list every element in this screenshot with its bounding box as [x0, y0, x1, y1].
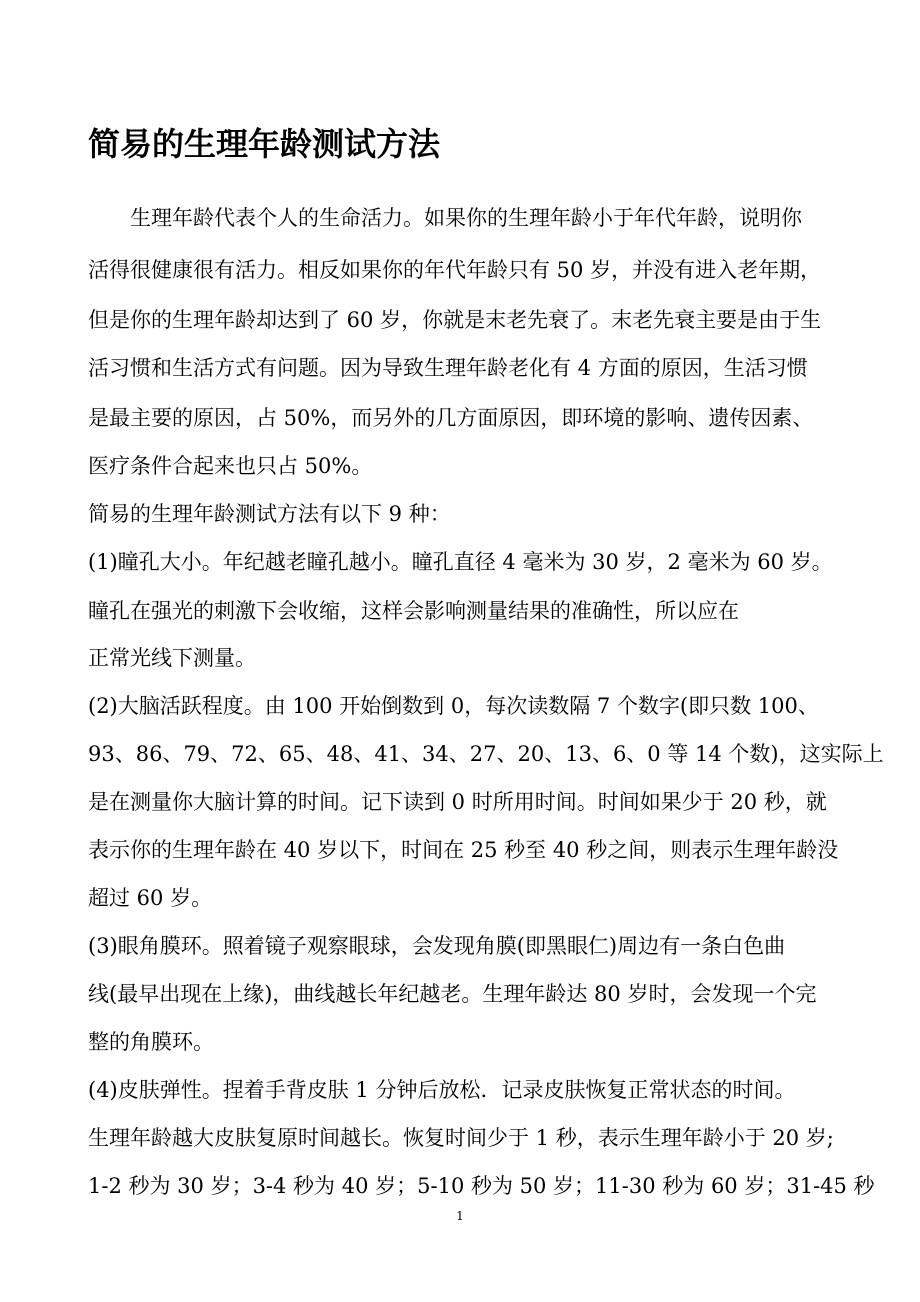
paragraph-line: 是最主要的原因，占 50%，而另外的几方面原因，即环境的影响、遗传因素、: [88, 406, 814, 430]
item-4-line: 生理年龄越大皮肤复原时间越长。恢复时间少于 1 秒，表示生理年龄小于 20 岁;: [88, 1126, 834, 1150]
item-3-line: 线(最早出现在上缘)，曲线越长年纪越老。生理年龄达 80 岁时，会发现一个完: [88, 982, 817, 1006]
item-2-line: (2)大脑活跃程度。由 100 开始倒数到 0，每次读数隔 7 个数字(即只数 100、: [88, 694, 819, 718]
item-1-line: 正常光线下测量。: [88, 646, 256, 670]
paragraph-line: 医疗条件合起来也只占 50%。: [88, 454, 373, 478]
page-number: 1: [456, 1209, 464, 1223]
item-3-line: 整的角膜环。: [88, 1030, 214, 1054]
item-4-line: 1-2 秒为 30 岁；3-4 秒为 40 岁；5-10 秒为 50 岁；11-30 秒为 60 岁；31-45 秒: [88, 1174, 875, 1198]
item-2-line: 是在测量你大脑计算的时间。记下读到 0 时所用时间。时间如果少于 20 秒，就: [88, 790, 827, 814]
paragraph-line: 活习惯和生活方式有问题。因为导致生理年龄老化有 4 方面的原因，生活习惯: [88, 356, 808, 380]
paragraph-line: 活得很健康很有活力。相反如果你的年代年龄只有 50 岁，并没有进入老年期，: [88, 258, 822, 282]
item-1-line: (1)瞳孔大小。年纪越老瞳孔越小。瞳孔直径 4 毫米为 30 岁，2 毫米为 60 岁。: [88, 550, 833, 574]
item-2-line: 93、86、79、72、65、48、41、34、27、20、13、6、0 等 14 个数)，这实际上: [88, 742, 884, 766]
paragraph-line: 但是你的生理年龄却达到了 60 岁，你就是末老先衰了。末老先衰主要是由于生: [88, 308, 822, 332]
item-2-line: 表示你的生理年龄在 40 岁以下，时间在 25 秒至 40 秒之间，则表示生理年龄没: [88, 838, 839, 862]
intro-line: 简易的生理年龄测试方法有以下 9 种：: [88, 502, 451, 526]
item-4-line: (4)皮肤弹性。捏着手背皮肤 1 分钟后放松．记录皮肤恢复正常状态的时间。: [88, 1078, 796, 1102]
item-3-line: (3)眼角膜环。照着镜子观察眼球，会发现角膜(即黑眼仁)周边有一条白色曲: [88, 934, 786, 958]
item-1-line: 瞳孔在强光的刺激下会收缩，这样会影响测量结果的准确性，所以应在: [88, 599, 739, 623]
paragraph-line: 生理年龄代表个人的生命活力。如果你的生理年龄小于年代年龄，说明你: [88, 206, 802, 230]
item-2-line: 超过 60 岁。: [88, 886, 213, 910]
document-title: 简易的生理年龄测试方法: [88, 125, 441, 163]
